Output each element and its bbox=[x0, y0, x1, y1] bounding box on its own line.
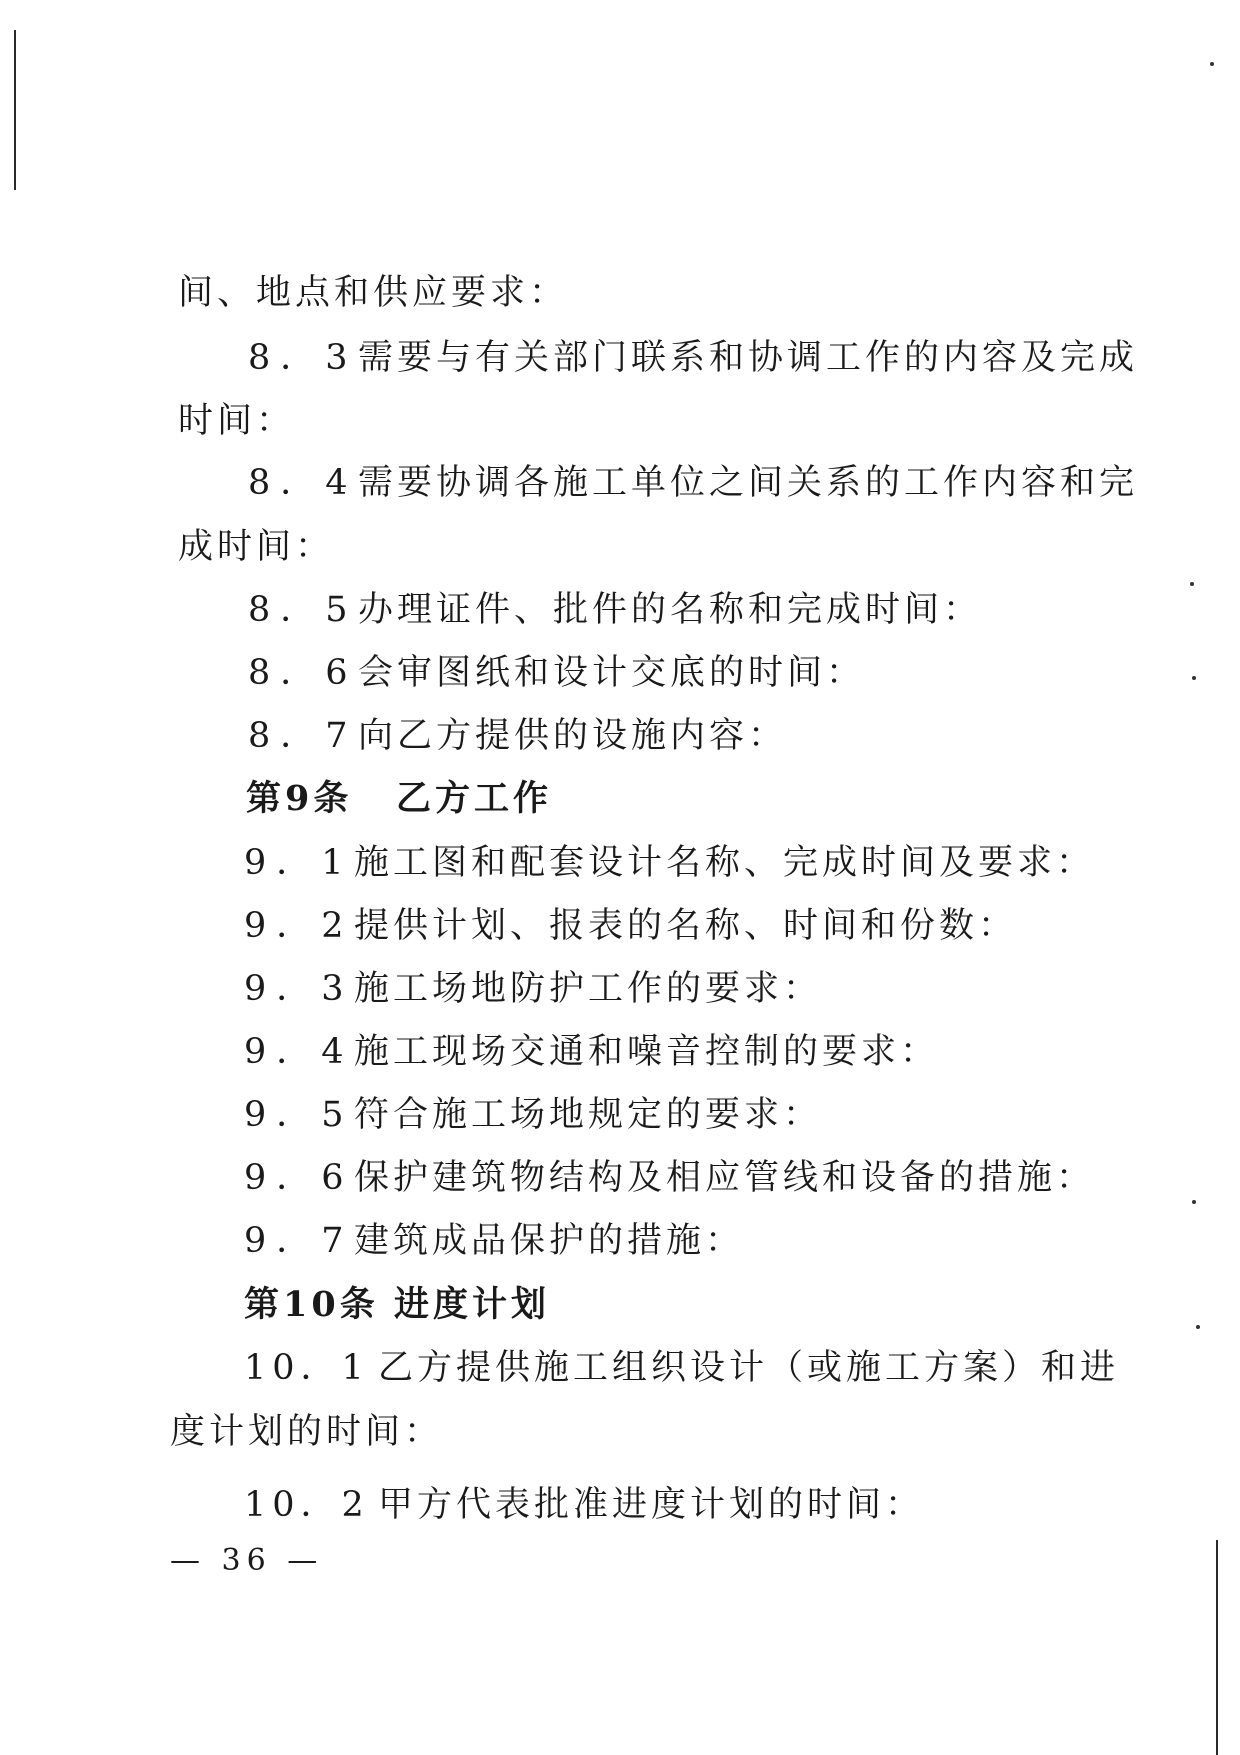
clause-text: 成时间： bbox=[178, 527, 335, 567]
article-title: 乙方工作 bbox=[396, 778, 553, 819]
clause-10-2 bbox=[244, 1485, 924, 1525]
clause-9-3 bbox=[244, 969, 822, 1009]
article-10-heading bbox=[244, 1285, 550, 1325]
scan-speck bbox=[1192, 676, 1196, 680]
scan-speck bbox=[1192, 1200, 1196, 1204]
clause-9-6 bbox=[244, 1158, 1095, 1198]
clause-10-1 bbox=[244, 1348, 1119, 1388]
clause-8-3-cont bbox=[178, 401, 295, 441]
clause-number: 8．5 bbox=[248, 590, 358, 630]
continuation-line bbox=[178, 273, 568, 313]
clause-text: 需要与有关部门联系和协调工作的内容及完成 bbox=[358, 338, 1139, 378]
clause-number: 8．4 bbox=[248, 463, 358, 503]
article-number: 第10条 bbox=[244, 1284, 379, 1325]
page-number: — 36 — bbox=[170, 1543, 324, 1578]
clause-8-4 bbox=[248, 463, 1138, 503]
clause-8-6 bbox=[248, 653, 865, 693]
clause-text: 甲方代表批准进度计划的时间： bbox=[378, 1485, 925, 1525]
clause-8-7 bbox=[248, 716, 787, 756]
article-9-heading bbox=[246, 779, 552, 819]
clause-9-7 bbox=[244, 1221, 744, 1261]
clause-8-5 bbox=[248, 590, 982, 630]
clause-number: 9．2 bbox=[244, 906, 354, 946]
article-number: 第9条 bbox=[246, 778, 353, 819]
clause-text: 建筑成品保护的措施： bbox=[354, 1221, 745, 1261]
scan-speck bbox=[1190, 582, 1194, 586]
clause-number: 9．7 bbox=[244, 1221, 354, 1261]
clause-text: 施工现场交通和噪音控制的要求： bbox=[354, 1032, 940, 1072]
clause-9-4 bbox=[244, 1032, 939, 1072]
clause-text: 度计划的时间： bbox=[170, 1412, 444, 1452]
clause-number: 9．5 bbox=[244, 1095, 354, 1135]
article-title: 进度计划 bbox=[394, 1284, 551, 1325]
clause-number: 8．6 bbox=[248, 653, 358, 693]
clause-text: 施工场地防护工作的要求： bbox=[354, 969, 823, 1009]
clause-8-4-cont bbox=[178, 527, 334, 567]
clause-9-2 bbox=[244, 906, 1017, 946]
clause-number: 9．4 bbox=[244, 1032, 354, 1072]
clause-text: 办理证件、批件的名称和完成时间： bbox=[358, 590, 983, 630]
clause-text: 需要协调各施工单位之间关系的工作内容和完 bbox=[358, 463, 1139, 503]
clause-9-1 bbox=[244, 843, 1095, 883]
clause-text: 会审图纸和设计交底的时间： bbox=[358, 653, 866, 693]
clause-number: 8．3 bbox=[248, 338, 358, 378]
clause-number: 9．3 bbox=[244, 969, 354, 1009]
body-text: 间、地点和供应要求： bbox=[178, 273, 569, 313]
scan-speck bbox=[1210, 62, 1214, 66]
clause-text: 乙方提供施工组织设计（或施工方案）和进 bbox=[378, 1348, 1120, 1388]
clause-text: 提供计划、报表的名称、时间和份数： bbox=[354, 906, 1018, 946]
clause-8-3 bbox=[248, 338, 1138, 378]
clause-number: 10．2 bbox=[244, 1485, 370, 1525]
clause-text: 符合施工场地规定的要求： bbox=[354, 1095, 823, 1135]
clause-number: 10．1 bbox=[244, 1348, 370, 1388]
clause-text: 向乙方提供的设施内容： bbox=[358, 716, 788, 756]
clause-number: 9．1 bbox=[244, 843, 354, 883]
clause-10-1-cont bbox=[170, 1412, 443, 1452]
clause-text: 保护建筑物结构及相应管线和设备的措施： bbox=[354, 1158, 1096, 1198]
clause-number: 8．7 bbox=[248, 716, 358, 756]
clause-text: 时间： bbox=[178, 401, 296, 441]
clause-9-5 bbox=[244, 1095, 822, 1135]
clause-text: 施工图和配套设计名称、完成时间及要求： bbox=[354, 843, 1096, 883]
clause-number: 9．6 bbox=[244, 1158, 354, 1198]
scan-edge-line bbox=[1216, 1540, 1218, 1755]
scan-speck bbox=[1196, 1325, 1200, 1329]
scan-edge-line bbox=[14, 30, 16, 190]
